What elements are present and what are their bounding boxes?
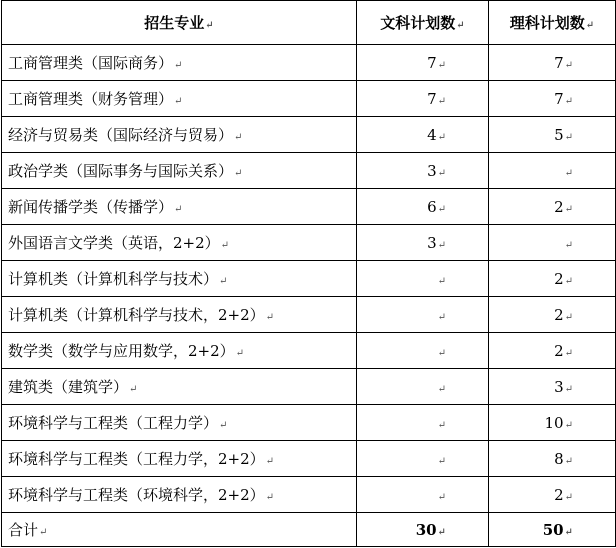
total-arts: 30↵	[357, 513, 489, 547]
row-major: 计算机类（计算机科学与技术）↵	[2, 261, 357, 297]
row-major: 工商管理类（财务管理）↵	[2, 81, 357, 117]
row-science-plan: 3↵	[489, 369, 616, 405]
row-arts-plan: 3↵	[357, 225, 489, 261]
table-row	[2, 405, 616, 441]
row-major: 环境科学与工程类（工程力学）↵	[2, 405, 357, 441]
row-major: 新闻传播学类（传播学）↵	[2, 189, 357, 225]
table-row	[2, 45, 616, 81]
row-major: 建筑类（建筑学）↵	[2, 369, 357, 405]
row-arts-plan: 4↵	[357, 117, 489, 153]
row-arts-plan: ↵	[357, 261, 489, 297]
row-arts-plan: 7↵	[357, 81, 489, 117]
row-science-plan: 7↵	[489, 81, 616, 117]
row-science-plan: 10↵	[489, 405, 616, 441]
table-row	[2, 477, 616, 513]
row-major: 环境科学与工程类（环境科学，2+2）↵	[2, 477, 357, 513]
table-row	[2, 369, 616, 405]
row-arts-plan: ↵	[357, 405, 489, 441]
table-row	[2, 117, 616, 153]
table-header-row	[2, 1, 616, 45]
row-science-plan: 2↵	[489, 297, 616, 333]
row-science-plan: 7↵	[489, 45, 616, 81]
total-row	[2, 513, 616, 547]
total-science: 50↵	[489, 513, 616, 547]
table-row	[2, 333, 616, 369]
table-row	[2, 261, 616, 297]
row-science-plan: ↵	[489, 153, 616, 189]
row-arts-plan: 6↵	[357, 189, 489, 225]
table-row	[2, 225, 616, 261]
table-row	[2, 189, 616, 225]
header-arts-plan: 文科计划数↵	[357, 1, 489, 45]
row-science-plan: ↵	[489, 225, 616, 261]
table-row	[2, 81, 616, 117]
total-label: 合计↵	[2, 513, 357, 547]
row-arts-plan: 3↵	[357, 153, 489, 189]
row-major: 政治学类（国际事务与国际关系）↵	[2, 153, 357, 189]
row-arts-plan: ↵	[357, 297, 489, 333]
row-major: 数学类（数学与应用数学，2+2）↵	[2, 333, 357, 369]
table-row	[2, 297, 616, 333]
row-arts-plan: ↵	[357, 477, 489, 513]
row-science-plan: 2↵	[489, 189, 616, 225]
header-major: 招生专业↵	[2, 1, 357, 45]
row-arts-plan: ↵	[357, 441, 489, 477]
row-arts-plan: ↵	[357, 369, 489, 405]
row-arts-plan: 7↵	[357, 45, 489, 81]
row-major: 外国语言文学类（英语，2+2）↵	[2, 225, 357, 261]
admission-plan-table	[1, 0, 616, 547]
row-major: 经济与贸易类（国际经济与贸易）↵	[2, 117, 357, 153]
row-major: 工商管理类（国际商务）↵	[2, 45, 357, 81]
table-row	[2, 153, 616, 189]
row-major: 环境科学与工程类（工程力学，2+2）↵	[2, 441, 357, 477]
header-science-plan: 理科计划数↵	[489, 1, 616, 45]
row-major: 计算机类（计算机科学与技术，2+2）↵	[2, 297, 357, 333]
row-science-plan: 2↵	[489, 261, 616, 297]
row-science-plan: 8↵	[489, 441, 616, 477]
table-row	[2, 441, 616, 477]
row-science-plan: 2↵	[489, 333, 616, 369]
row-science-plan: 2↵	[489, 477, 616, 513]
row-arts-plan: ↵	[357, 333, 489, 369]
row-science-plan: 5↵	[489, 117, 616, 153]
